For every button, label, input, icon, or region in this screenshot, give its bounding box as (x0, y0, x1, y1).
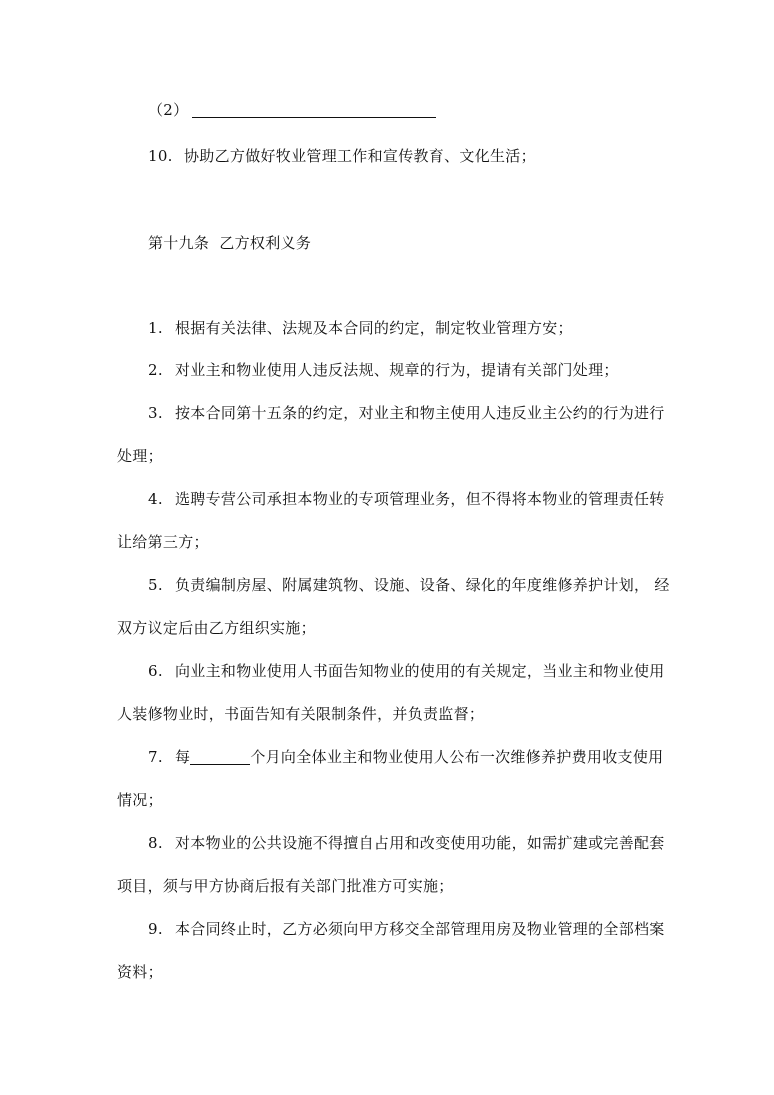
item-5-continuation: 双方议定后由乙方组织实施； (117, 619, 316, 637)
item-8-number: 8. (148, 834, 163, 852)
item-10 (148, 146, 536, 166)
item-4-number: 4. (148, 490, 163, 508)
item-9-text-line1: 本合同终止时，乙方必须向甲方移交全部管理用房及物业管理的全部档案 (175, 920, 665, 938)
item-5 (148, 575, 670, 595)
item-4-continuation: 让给第三方； (117, 533, 209, 551)
item-3-continuation: 处理； (117, 447, 163, 465)
item-2-number: 2. (148, 361, 163, 379)
sub-item-2-label: （2） (148, 101, 189, 119)
item-7-suffix: 个月向全体业主和物业使用人公布一次维修养护费用收支使用 (250, 748, 664, 766)
item-7 (148, 747, 663, 767)
item-3 (148, 403, 665, 423)
section-heading: 第十九条 乙方权利义务 (148, 234, 312, 252)
item-7-continuation: 情况； (117, 791, 163, 809)
item-9-continuation: 资料； (117, 963, 163, 981)
item-2 (148, 360, 619, 380)
item-7-number: 7. (148, 748, 163, 766)
item-1-text: 根据有关法律、法规及本合同的约定，制定牧业管理方安； (175, 319, 573, 337)
item-3-text-line1: 按本合同第十五条的约定，对业主和物主使用人违反业主公约的行为进行 (175, 404, 665, 422)
item-6-number: 6. (148, 662, 163, 680)
item-9-number: 9. (148, 920, 163, 938)
item-1-number: 1. (148, 319, 163, 337)
item-10-text: 协助乙方做好牧业管理工作和宣传教育、文化生活； (184, 147, 536, 165)
item-5-text-line1: 负责编制房屋、附属建筑物、设施、设备、绿化的年度维修养护计划， 经 (175, 576, 670, 594)
item-8-continuation: 项目，须与甲方协商后报有关部门批准方可实施； (117, 877, 454, 895)
item-4-text-line1: 选聘专营公司承担本物业的专项管理业务，但不得将本物业的管理责任转 (175, 490, 665, 508)
item-9 (148, 919, 665, 939)
item-1 (148, 318, 573, 338)
item-7-blank (190, 748, 250, 765)
item-5-number: 5. (148, 576, 163, 594)
item-2-text: 对业主和物业使用人违反法规、规章的行为，提请有关部门处理； (175, 361, 619, 379)
item-7-prefix: 每 (175, 748, 191, 766)
item-6-continuation: 人装修物业时，书面告知有关限制条件，并负责监督； (117, 705, 485, 723)
item-8-text-line1: 对本物业的公共设施不得擅自占用和改变使用功能，如需扩建或完善配套 (175, 834, 665, 852)
item-6 (148, 661, 665, 681)
sub-item-2-blank (192, 101, 436, 118)
item-4 (148, 489, 665, 509)
item-3-number: 3. (148, 404, 163, 422)
item-6-text-line1: 向业主和物业使用人书面告知物业的使用的有关规定，当业主和物业使用 (175, 662, 665, 680)
sub-item-2 (148, 100, 436, 120)
item-10-number: 10. (148, 147, 173, 165)
item-8 (148, 833, 665, 853)
